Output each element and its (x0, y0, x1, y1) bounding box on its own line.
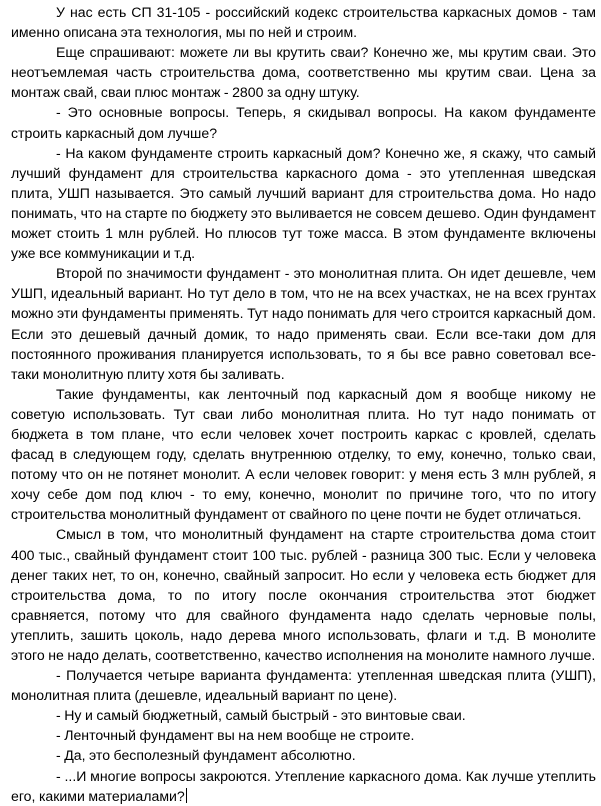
paragraph-piles-question: Еще спрашивают: можете ли вы крутить сваи? Конечно же, мы крутим сваи. Это неотъемлемая часть строительства дома, соответственно мы крутим сваи. Цена за монтаж свай, сваи плюс монтаж - 2800 за одну штуку. (11, 44, 596, 101)
paragraph-four-options: - Получается четыре варианта фундамента: утепленная шведская плита (УШП), монолитная плита (дешевле, идеальный вариант по цене). (11, 667, 596, 704)
paragraph-best-foundation: - На каком фундаменте строить каркасный дом? Конечно же, я скажу, что самый лучший фундамент для строительства каркасного дома - это утепленная шведская плита, УШП называется. Это самый лучший вариант для строительства дома. Но надо понимать, что на старте по бюджету это выливается не совсем дешево. Один фундамент может стоить 1 млн рублей. Но плюсов тут тоже масса. В этом фундаменте включены уже все коммуникации и т.д. (11, 144, 596, 262)
paragraph-sp-code: У нас есть СП 31-105 - российский кодекс строительства каркасных домов - там именно описана эта технология, мы по ней и строим. (11, 4, 596, 41)
paragraph-monolithic-slab: Второй по значимости фундамент - это монолитная плита. Он идет дешевле, чем УШП, идеальный вариант. Но тут дело в том, что не на всех участках, не на всех грунтах можно эти фундаменты применять. Тут надо понимать для чего строится каркасный дом. Если это дешевый дачный домик, то надо применять сваи. Если все-таки дом для постоянного проживания планируется использовать, то я бы все равно советовал все-таки монолитную плиту хотя бы заливать. (11, 265, 596, 382)
paragraph-screw-piles: - Ну и самый бюджетный, самый быстрый - это винтовые сваи. (56, 707, 466, 724)
paragraph-strip-not-used: - Ленточный фундамент вы на нем вообще не строите. (56, 727, 415, 744)
paragraph-insulation-text: - ...И многие вопросы закроются. Утепление каркасного дома. Как лучше утеплить его, какими материалами? (11, 767, 596, 804)
paragraph-main-questions: - Это основные вопросы. Теперь, я скидывал вопросы. На каком фундаменте строить каркасный дом лучше? (11, 104, 596, 141)
paragraph-cost-comparison: Смысл в том, что монолитный фундамент на старте строительства дома стоит 400 тыс., свайный фундамент стоит 100 тыс. рублей - разница 300 тыс. Если у человека денег таких нет, то он, конечно, свайный запросит. Но если у человека есть бюджет для строительства дома, то по итогу после окончания строительства этот бюджет сравняется, потому что для свайного фундамента надо сделать черновые полы, утеплить, зашить цоколь, надо дерева много использовать, флаги и т.д. В монолите этого не надо делать, соответственно, качество исполнения на монолите намного лучше. (11, 526, 596, 663)
paragraph-insulation-question[interactable] (11, 766, 596, 806)
paragraph-strip-foundation: Такие фундаменты, как ленточный под каркасный дом я вообще никому не советую использовать. Тут сваи либо монолитная плита. Но тут надо понимать от бюджета в том плане, что если человек хочет построить каркас с кровлей, сделать фасад в следующем году, сделать внутреннюю отделку, то ему, конечно, только сваи, потому что он не потянет монолит. А если человек говорит: у меня есть 3 млн рублей, я хочу себе дом под ключ - то ему, конечно, монолит по причине того, что по итогу строительства монолитный фундамент от свайного по цене почти не будет отличаться. (11, 385, 596, 523)
paragraph-useless-foundation: - Да, это бесполезный фундамент абсолютно. (56, 747, 356, 764)
text-cursor (186, 788, 187, 803)
